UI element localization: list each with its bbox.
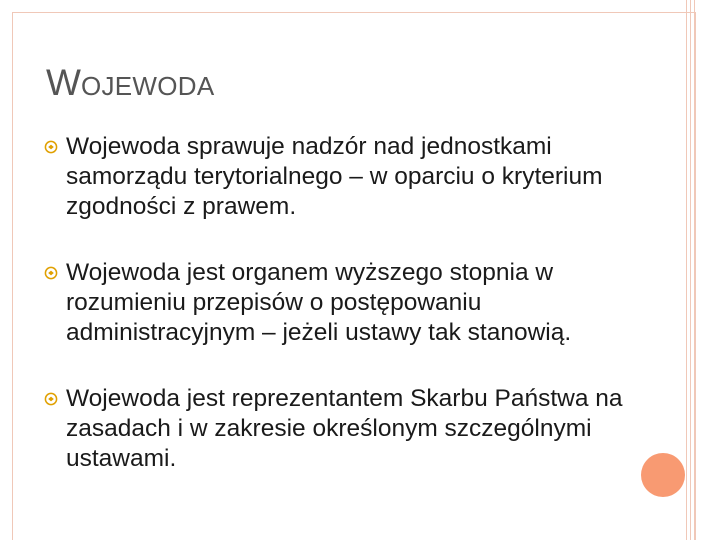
bullet-text: Wojewoda sprawuje nadzór nad jednostkami samorządu terytorialnego – w oparciu o kryterium zgodności z prawem. bbox=[66, 133, 603, 220]
bullet-item bbox=[44, 384, 624, 474]
decorative-vertical-line bbox=[686, 0, 687, 540]
bullet-item bbox=[44, 258, 624, 348]
bullet-list bbox=[44, 132, 624, 510]
sun-bullet-icon bbox=[44, 392, 58, 406]
sun-bullet-icon bbox=[44, 140, 58, 154]
bullet-text: Wojewoda jest reprezentantem Skarbu Państwa na zasadach i w zakresie określonym szczególnymi ustawami. bbox=[66, 385, 623, 472]
bullet-text: Wojewoda jest organem wyższego stopnia w rozumieniu przepisów o postępowaniu administracyjnym – jeżeli ustawy tak stanowią. bbox=[66, 259, 572, 346]
accent-circle bbox=[641, 453, 685, 497]
slide-title-initial: W bbox=[46, 62, 81, 103]
slide-title bbox=[46, 62, 215, 104]
decorative-vertical-line bbox=[694, 0, 695, 540]
sun-bullet-icon bbox=[44, 266, 58, 280]
slide-title-rest: OJEWODA bbox=[80, 71, 215, 101]
decorative-vertical-line bbox=[690, 0, 691, 540]
bullet-item bbox=[44, 132, 624, 222]
